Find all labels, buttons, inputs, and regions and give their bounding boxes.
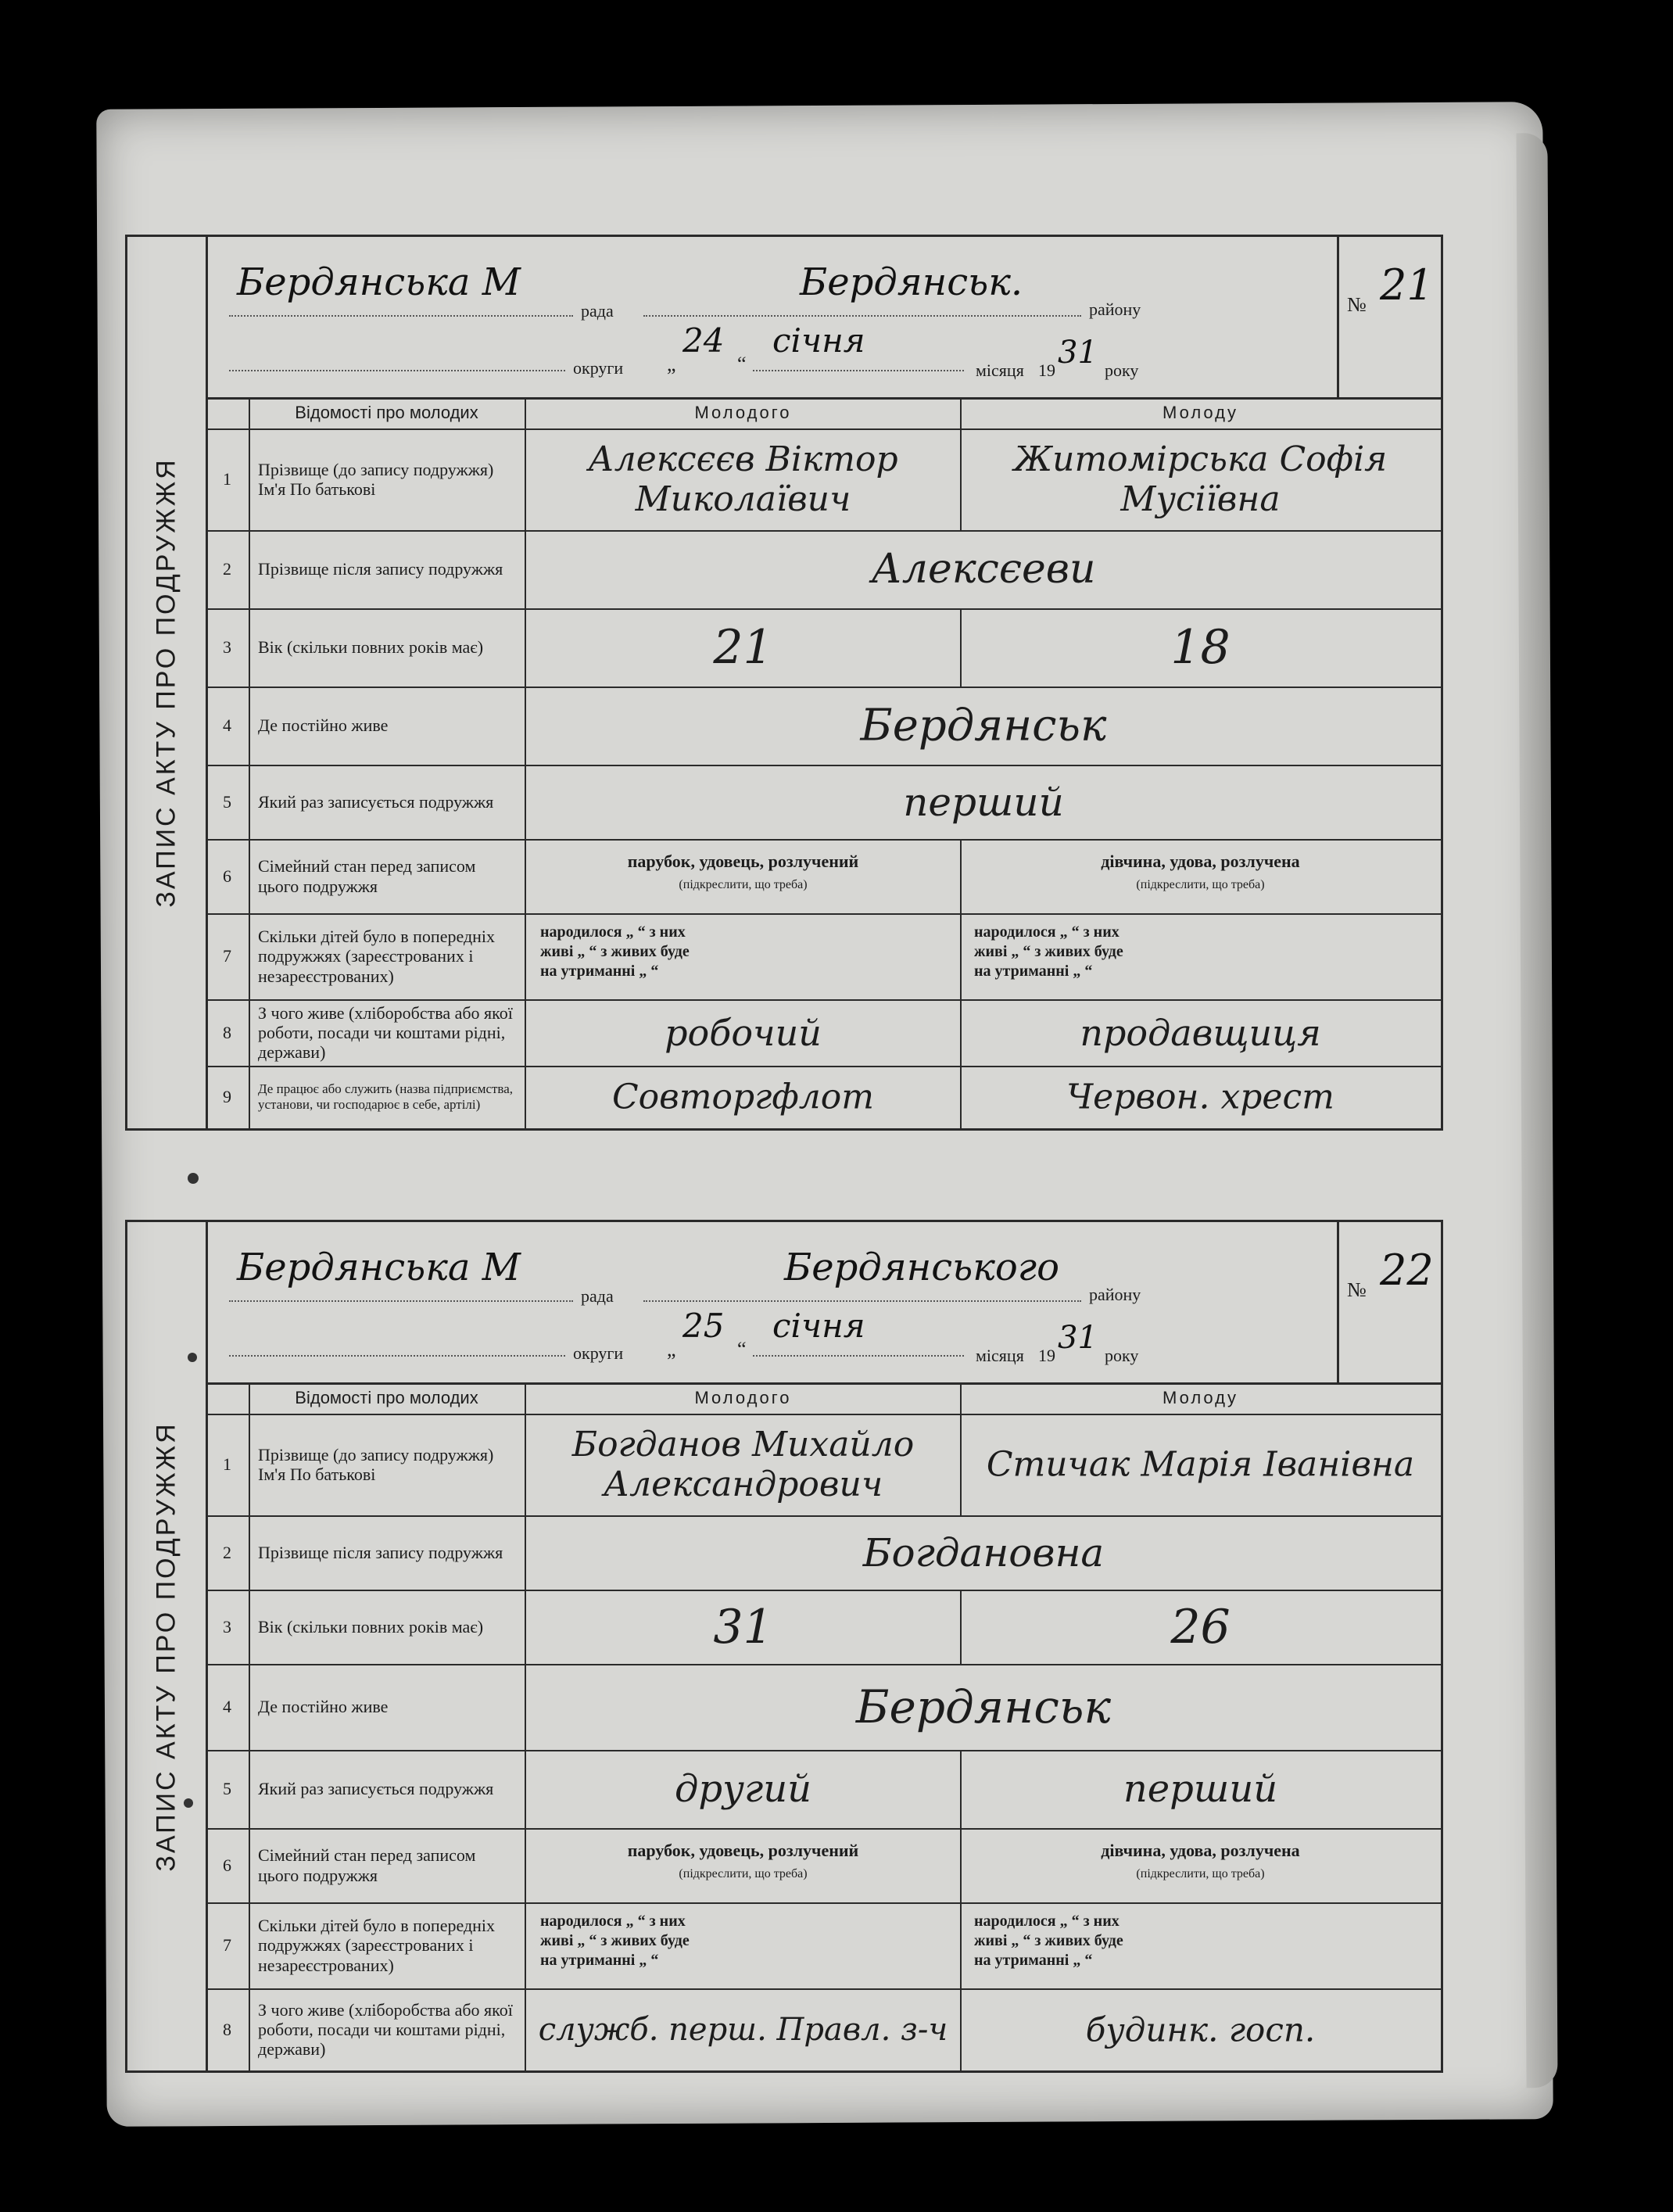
head-question: Відомості про молодих (249, 1382, 526, 1414)
council-handwritten: Бердянська М (237, 260, 521, 304)
record-table (206, 1382, 1441, 2070)
groom-occupation-handwritten: робочий (665, 1011, 822, 1054)
surname-after-handwritten: Алексєеви (871, 546, 1096, 593)
month-label: місяця (976, 1346, 1024, 1365)
record-number-box (1339, 1222, 1441, 1382)
table-row (206, 1590, 1441, 1665)
residence-handwritten: Бердянськ (855, 1680, 1112, 1733)
row-number: 2 (206, 1515, 250, 1590)
punch-mark (188, 1353, 197, 1362)
okrug-label: округи (573, 1343, 624, 1363)
table-row (206, 428, 1441, 532)
head-groom: Молодого (694, 403, 792, 422)
groom-occupation-handwritten: служб. перш. Правл. з-ч (538, 2011, 948, 2048)
year-label: року (1105, 1346, 1139, 1365)
punch-mark (188, 1173, 199, 1184)
district-handwritten: Бердянського (784, 1246, 1059, 1289)
table-head-row (206, 1382, 1441, 1415)
council-handwritten: Бердянська М (237, 1246, 521, 1289)
bride-children-info: народилося „ “ з них живі „ “ з живих буде на утриманні „ “ (974, 1913, 1123, 1969)
district-label: району (1089, 1285, 1141, 1304)
bride-workplace-handwritten: Червон. хрест (1066, 1077, 1334, 1117)
table-row (206, 1828, 1441, 1904)
row-question: Де постійно живе (249, 1664, 526, 1750)
record-table (206, 397, 1441, 1128)
groom-marital-status: парубок, удовець, розлучений (627, 1841, 859, 1860)
table-row (206, 999, 1441, 1067)
record-header: Бердянська М рада Бердянського району округи „ 25 “ січня місяця 19 31 року № 22 (206, 1222, 1441, 1385)
head-groom: Молодого (694, 1388, 792, 1407)
record-number-handwritten: 21 (1380, 260, 1434, 310)
row-question: З чого живе (хліборобства або якої роботи, посади чи коштами рідні, держави) (249, 999, 526, 1066)
row-number: 4 (206, 1664, 250, 1750)
head-bride: Молоду (1163, 1388, 1238, 1407)
table-row (206, 1902, 1441, 1990)
bride-occupation-handwritten: продавщиця (1080, 1011, 1321, 1054)
bride-marital-status: дівчина, удова, розлучена (1101, 851, 1300, 871)
row-number: 1 (206, 1414, 250, 1515)
row-number: 6 (206, 839, 250, 913)
table-head-row (206, 397, 1441, 430)
surname-after-handwritten: Богдановна (862, 1529, 1105, 1576)
groom-children-info: народилося „ “ з них живі „ “ з живих буде на утриманні „ “ (540, 1913, 690, 1969)
marriage-record-21 (125, 235, 1443, 1131)
side-margin (127, 237, 208, 1128)
table-row (206, 1988, 1441, 2070)
table-row (206, 1664, 1441, 1751)
row-number: 8 (206, 1988, 250, 2070)
row-question: Вік (скільки повних років має) (249, 608, 526, 687)
record-side-title: ЗАПИС АКТУ ПРО ПОДРУЖЖЯ (151, 457, 181, 908)
row-question: Де працює або служить (назва підприємства, установи, чи господарює в себе, артілі) (249, 1066, 526, 1128)
bride-occupation-handwritten: будинк. госп. (1085, 2010, 1316, 2049)
groom-age-handwritten: 31 (713, 1599, 773, 1655)
marriage-record-22 (125, 1220, 1443, 2073)
number-label: № (1347, 1278, 1367, 1301)
marriage-count-handwritten: перший (903, 779, 1064, 825)
table-row (206, 765, 1441, 841)
row-question: Де постійно живе (249, 687, 526, 765)
table-row (206, 687, 1441, 766)
row-question: Прізвище (до запису подружжя) Ім'я По батькові (249, 1414, 526, 1515)
table-row (206, 1515, 1441, 1591)
table-row (206, 608, 1441, 688)
year-label: року (1105, 360, 1139, 380)
council-label: рада (581, 301, 614, 321)
groom-children-info: народилося „ “ з них живі „ “ з живих буде на утриманні „ “ (540, 923, 690, 980)
row-number: 5 (206, 765, 250, 839)
district-label: району (1089, 299, 1141, 319)
row-number: 3 (206, 1590, 250, 1664)
bride-name-handwritten: Стичак Марія Іванівна (986, 1444, 1415, 1485)
row-number: 7 (206, 1902, 250, 1988)
row-question: Прізвище після запису подружжя (249, 530, 526, 608)
record-number-box (1339, 237, 1441, 397)
row-question: Сімейний стан перед записом цього подружжя (249, 839, 526, 913)
record-number-handwritten: 22 (1380, 1246, 1434, 1295)
district-handwritten: Бердянськ. (800, 260, 1023, 304)
underline-note: (підкреслити, що треба) (1136, 878, 1265, 891)
row-number: 3 (206, 608, 250, 687)
bride-marriage-count-handwritten: перший (1123, 1767, 1278, 1811)
month-label: місяця (976, 360, 1024, 380)
row-number: 9 (206, 1066, 250, 1128)
year-prefix: 19 (1038, 1346, 1055, 1365)
row-number: 8 (206, 999, 250, 1066)
row-question: Скільки дітей було в попередніх подружжях (зареєстрованих і незареєстрованих) (249, 1902, 526, 1988)
groom-marital-status: парубок, удовець, розлучений (627, 851, 859, 871)
row-question: Який раз записується подружжя (249, 1750, 526, 1828)
okrug-label: округи (573, 358, 624, 378)
table-row (206, 913, 1441, 1001)
bride-age-handwritten: 26 (1170, 1599, 1231, 1655)
row-number: 1 (206, 428, 250, 530)
underline-note: (підкреслити, що треба) (679, 1867, 808, 1880)
side-margin (127, 1222, 208, 2070)
row-question: Скільки дітей було в попередніх подружжях (зареєстрованих і незареєстрованих) (249, 913, 526, 999)
groom-name-handwritten: Алексєєв Віктор Миколаївич (588, 439, 898, 519)
table-row (206, 530, 1441, 610)
bride-age-handwritten: 18 (1170, 620, 1231, 675)
bride-children-info: народилося „ “ з них живі „ “ з живих буде на утриманні „ “ (974, 923, 1123, 980)
underline-note: (підкреслити, що треба) (1136, 1867, 1265, 1880)
month-handwritten: січня (772, 1307, 865, 1345)
bride-name-handwritten: Житомірська Софія Мусіївна (1013, 439, 1388, 519)
groom-workplace-handwritten: Совторгфлот (611, 1077, 875, 1117)
year-handwritten: 31 (1058, 1320, 1098, 1356)
underline-note: (підкреслити, що треба) (679, 878, 808, 891)
record-header: Бердянська М рада Бердянськ. району округи „ 24 “ січня місяця 19 31 року № 21 (206, 237, 1441, 400)
row-number: 6 (206, 1828, 250, 1902)
groom-age-handwritten: 21 (713, 620, 773, 675)
row-question: Прізвище (до запису подружжя) Ім'я По батькові (249, 428, 526, 530)
table-row (206, 1414, 1441, 1517)
record-side-title: ЗАПИС АКТУ ПРО ПОДРУЖЖЯ (151, 1421, 181, 1872)
council-label: рада (581, 1286, 614, 1306)
row-question: Який раз записується подружжя (249, 765, 526, 839)
row-question: Сімейний стан перед записом цього подружжя (249, 1828, 526, 1902)
month-handwritten: січня (772, 321, 865, 360)
row-number: 4 (206, 687, 250, 765)
row-number: 7 (206, 913, 250, 999)
table-row (206, 1750, 1441, 1830)
year-handwritten: 31 (1058, 335, 1098, 371)
year-prefix: 19 (1038, 360, 1055, 380)
day-handwritten: 25 (682, 1307, 725, 1345)
punch-mark (184, 1798, 193, 1808)
residence-handwritten: Бердянськ (860, 700, 1107, 751)
row-question: Вік (скільки повних років має) (249, 1590, 526, 1664)
bride-marital-status: дівчина, удова, розлучена (1101, 1841, 1300, 1860)
groom-name-handwritten: Богданов Михайло Александрович (571, 1425, 915, 1504)
groom-marriage-count-handwritten: другий (674, 1767, 812, 1811)
row-question: Прізвище після запису подружжя (249, 1515, 526, 1590)
head-bride: Молоду (1163, 403, 1238, 422)
row-number: 5 (206, 1750, 250, 1828)
row-question: З чого живе (хліборобства або якої роботи, посади чи коштами рідні, держави) (249, 1988, 526, 2070)
row-number: 2 (206, 530, 250, 608)
table-row (206, 1066, 1441, 1128)
table-row (206, 839, 1441, 915)
head-question: Відомості про молодих (249, 397, 526, 428)
number-label: № (1347, 293, 1367, 316)
day-handwritten: 24 (682, 321, 725, 360)
